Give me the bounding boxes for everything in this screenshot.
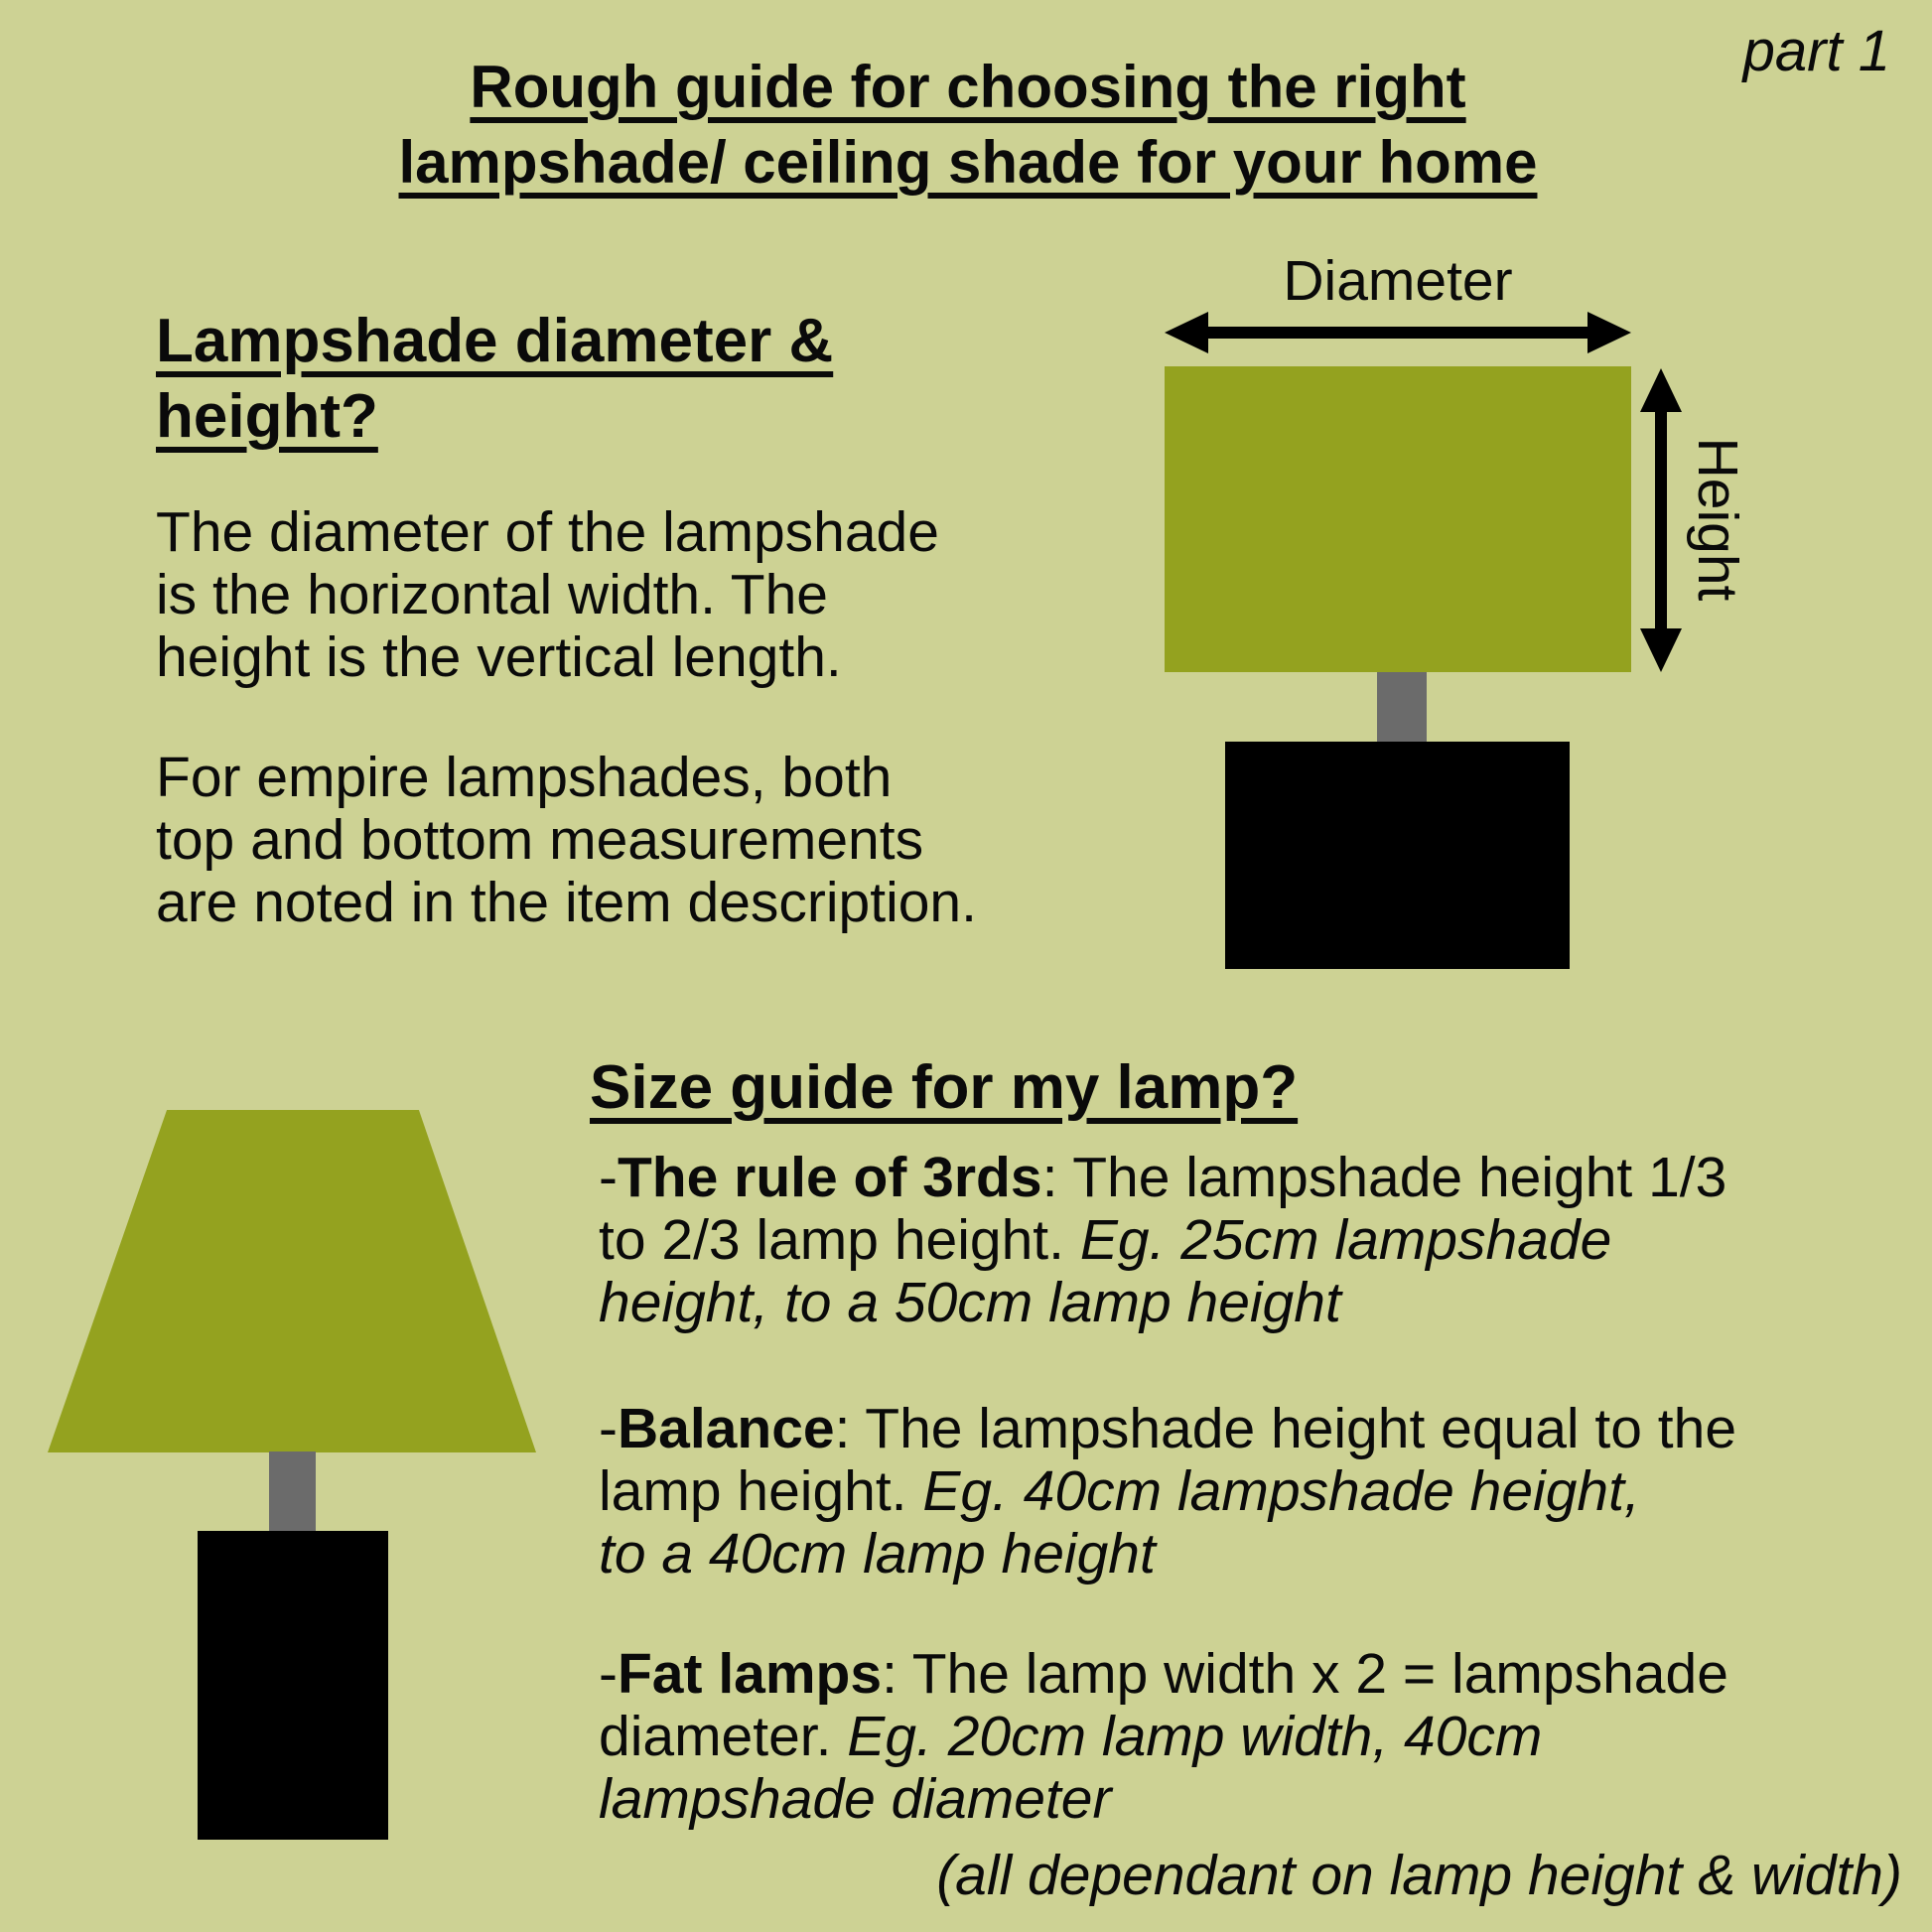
page-title-line2: lampshade/ ceiling shade for your home <box>398 129 1538 196</box>
intro-paragraph-1 <box>156 501 939 689</box>
bullet-fat-lamps-line2: diameter. Eg. 20cm lamp width, 40cm <box>599 1705 1543 1768</box>
intro-heading <box>156 304 833 455</box>
bottom-lamp-shade <box>48 1110 536 1452</box>
diameter-arrow-icon <box>1165 310 1631 355</box>
top-lamp-shade <box>1165 366 1631 672</box>
bullet-fat-lamps-line1: -Fat lamps: The lamp width x 2 = lampshade <box>599 1642 1728 1706</box>
intro-paragraph-2 <box>156 747 977 934</box>
intro-paragraph-1-line3: height is the vertical length. <box>156 625 842 689</box>
intro-heading-line1: Lampshade diameter & <box>156 307 834 375</box>
bullet-balance-line1: -Balance: The lampshade height equal to the <box>599 1397 1737 1460</box>
size-guide-heading-text: Size guide for my lamp? <box>590 1053 1299 1122</box>
bullet-rule-of-3rds-line1: -The rule of 3rds: The lampshade height 1/3 <box>599 1146 1727 1209</box>
top-lamp-stem <box>1377 672 1427 742</box>
page-title <box>189 50 1747 201</box>
part-label: part 1 <box>1742 19 1890 83</box>
intro-paragraph-2-line3: are noted in the item description. <box>156 871 977 934</box>
bullet-fat-lamps <box>599 1643 1932 1831</box>
intro-paragraph-2-line2: top and bottom measurements <box>156 808 924 872</box>
bullet-rule-of-3rds <box>599 1147 1932 1334</box>
bottom-lamp-stem <box>269 1451 316 1532</box>
bullet-rule-of-3rds-line3: height, to a 50cm lamp height <box>599 1271 1341 1334</box>
bullet-fat-lamps-line3: lampshade diameter <box>599 1767 1112 1831</box>
height-arrow-icon <box>1638 368 1684 672</box>
intro-paragraph-1-line1: The diameter of the lampshade <box>156 500 939 564</box>
intro-paragraph-2-line1: For empire lampshades, both <box>156 746 893 809</box>
footnote: (all dependant on lamp height & width) <box>936 1844 1902 1907</box>
bullet-rule-of-3rds-line2: to 2/3 lamp height. Eg. 25cm lampshade <box>599 1208 1612 1272</box>
bullet-balance-line2: lamp height. Eg. 40cm lampshade height, <box>599 1459 1640 1523</box>
bullet-balance <box>599 1398 1932 1586</box>
intro-heading-line2: height? <box>156 382 378 451</box>
top-lamp-base <box>1225 742 1570 969</box>
page-title-line1: Rough guide for choosing the right <box>470 54 1466 120</box>
bottom-lamp-base <box>198 1531 388 1840</box>
size-guide-heading <box>590 1052 1298 1123</box>
bullet-balance-line3: to a 40cm lamp height <box>599 1522 1156 1586</box>
diameter-label: Diameter <box>1283 249 1513 313</box>
height-label: Height <box>1686 437 1749 602</box>
intro-paragraph-1-line2: is the horizontal width. The <box>156 563 828 626</box>
